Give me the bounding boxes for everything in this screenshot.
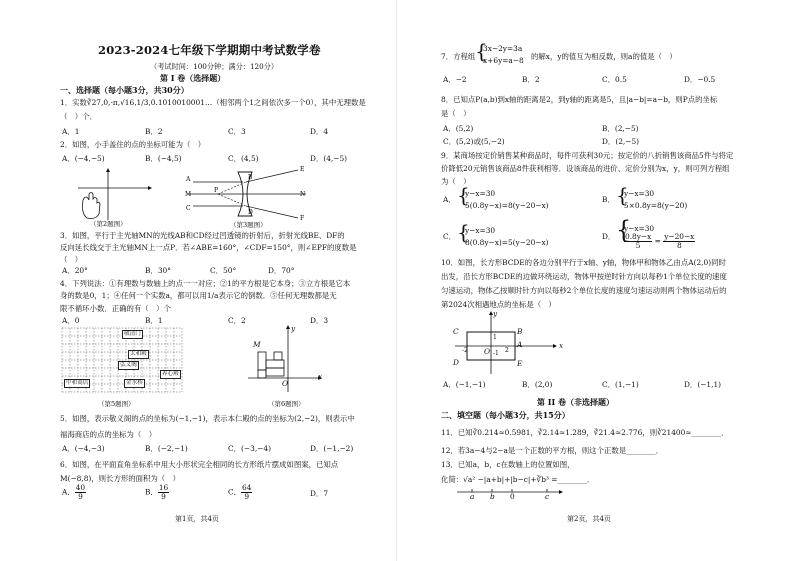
part2-title: 第 II 卷（非选择题）	[537, 397, 615, 407]
fig10-tick-1: 1	[493, 334, 497, 341]
q9-line1: 9．某商场按定价销售某种商品时，每件可获利30元；按定价的八折销售该商品5件与将定	[441, 151, 734, 160]
q4-line2: 身的数是0，1；④任何一个实数a，都可以用1/a表示它的倒数．⑤任何无理数都是无	[60, 291, 337, 300]
q3-option-c: C．50°	[210, 266, 237, 275]
section2-title: 二、填空题（每小题3分，共15分）	[441, 410, 570, 420]
fig10-label-a: A	[517, 340, 523, 349]
q8-option-b: B．(2,−5)	[602, 124, 639, 133]
q7-option-c: C．0.5	[602, 75, 627, 84]
q4-line1: 4．下列说法：①有理数与数轴上的点一一对应；②1的平方根是它本身；③立方根是它本	[60, 279, 351, 288]
q9-d-eq1: y−x=30	[624, 224, 655, 233]
q1-option-d: D．4	[310, 127, 329, 136]
figure-2-caption: （第2题图）	[90, 220, 127, 228]
q7-prefix: 7．方程组	[441, 52, 476, 61]
fig6-label-y: y	[291, 324, 296, 333]
q10-line4: 第2024次相遇地点的坐标是（ ）	[441, 300, 556, 309]
fig6-label-o: O	[282, 379, 289, 388]
q7-option-d: D．−0.5	[684, 75, 716, 84]
q10-option-b: B．(2,0)	[522, 380, 553, 389]
q9-option-a: A．	[443, 195, 456, 204]
fig3-label-b: B	[248, 174, 253, 181]
q6-option-d: D．7	[310, 489, 329, 498]
q10-line2: 出发，沿长方形BCDE的边做环绕运动，物体甲按逆时针方向以每秒1个单位长度的速度	[441, 272, 727, 281]
q9-line2: 价降低20元销售该商品8件获利相等．设该商品的进价、定价分别为x，y，则可列方程组	[441, 164, 730, 173]
q2-stem: 2．如图，小手盖住的点的坐标可能为（ ）	[60, 140, 206, 149]
exam-title: 2023-2024七年级下学期期中考试数学卷	[98, 43, 321, 57]
q5-line1: 5．如图，表示敬义阁的点的坐标为(−1,−1)，表示本仁殿的点的坐标为(2,−2)，则表示中	[60, 414, 355, 423]
q7-eq1: 3x−2y=3a	[483, 44, 523, 53]
footer-page-1: 第1页，共4页	[175, 515, 219, 523]
q3-line2: 反向延长线交于主光轴MN上一点P．若∠ABE=160°，∠CDF=150°，则∠EPF的度数是	[60, 243, 357, 252]
q7-suffix: 的解x，y的值互为相反数，则a的值是（ ）	[531, 52, 677, 61]
fig6-label-x: x	[318, 372, 323, 381]
q5-option-d: D．(−1,−2)	[310, 444, 354, 453]
q6-option-a: A． $\frac{40}{9}$	[62, 483, 86, 501]
q10-option-a: A．(−1,−1)	[443, 380, 486, 389]
q3-option-b: B．30°	[145, 266, 171, 275]
q7-brace: {	[475, 39, 488, 63]
fig3-label-m: M	[185, 191, 192, 198]
q9-line3: 为（ ）	[441, 177, 471, 186]
q13-line2: 化简：√a² −|a+b|+|b−c|+∛b³ =________．	[441, 475, 595, 484]
q2-option-a: A．(−4,−5)	[62, 154, 105, 163]
fig5-label-pavilion: 弘义阁	[120, 362, 137, 368]
q3-line3: （ ）	[60, 255, 83, 264]
q5-option-a: A．(−4,−3)	[62, 444, 105, 453]
q1-line2: （ ）个．	[60, 112, 97, 121]
q9-d-eq2: $\frac{0.8y-x}{5}$ = $\frac{y-20-x}{8}$	[625, 232, 695, 250]
fig10-tick-neg1: -1	[493, 350, 499, 357]
q7-eq2: x+6y=a−8	[483, 56, 524, 65]
q6-option-b: B． $\frac{16}{9}$	[145, 483, 169, 501]
q1-option-c: C．3	[228, 127, 246, 136]
q13-label-0: 0	[510, 492, 515, 501]
q9-c-eq2: 8(0.8y−x)=5(y−20−x)	[465, 238, 549, 247]
figure-6-caption: （第6题图）	[268, 400, 305, 408]
q7-option-a: A．−2	[443, 75, 467, 84]
q6-option-c: C． $\frac{64}{9}$	[228, 483, 252, 501]
fig10-label-c: C	[453, 327, 459, 336]
q1-line1: 1．实数∛27,0,-π,√16,1/3,0.1010010001…（相邻两个1之间依次多一个0），其中无理数是	[60, 98, 366, 107]
part1-title: 第 I 卷（选择题）	[160, 73, 226, 83]
q3-option-d: D．70°	[268, 266, 295, 275]
fig6-label-m: M	[253, 340, 261, 349]
q6-line2: M(−8,8)，则长方形的面积为（ ）	[60, 474, 180, 483]
q2-option-d: D．(4,−5)	[310, 154, 348, 163]
fig10-label-y: y	[493, 309, 498, 318]
fig5-label-palace: 养心殿	[162, 371, 179, 377]
q4-option-c: C．2	[228, 316, 246, 325]
figure-5-caption: （第5题图）	[98, 400, 135, 408]
q4-option-a: A．0	[62, 316, 80, 325]
fig5-label-store: 中和商店	[66, 380, 89, 386]
q9-a-eq1: y−x=30	[465, 189, 496, 198]
fig10-label-d: D	[453, 358, 459, 367]
q13-label-c: c	[545, 492, 550, 501]
footer-page-2: 第2页，共4页	[567, 515, 611, 523]
q8-line1: 8．已知点P(a,b)到x轴的距离是2，到y轴的距离是5，且|a−b|=a−b，则P点的坐标	[441, 95, 718, 104]
q8-option-d: D．(2,−5)	[602, 137, 640, 146]
q11: 11．已知∛0.214≈0.5981，∛2.14≈1.289，∛21.4≈2.776，则∛21400≈________．	[441, 428, 729, 437]
section1-title: 一、选择题（每小题3分，共30分）	[60, 85, 189, 95]
q10-line3: 匀速运动，物体乙按顺时针方向以每秒2个单位长度的速度匀速运动则两个物体运动后的	[441, 286, 727, 295]
fig3-label-e: E	[300, 166, 305, 173]
fig5-label-hall: 太和殿	[130, 351, 147, 357]
q7-option-b: B．2	[522, 75, 540, 84]
q5-line2: 福海商店的点的坐标为（ ）	[60, 430, 157, 439]
q9-c-brace: {	[457, 220, 470, 244]
fig3-label-d: D	[248, 209, 253, 216]
q8-option-a: A．(5,2)	[443, 124, 474, 133]
fig3-label-f: F	[300, 215, 305, 222]
fig10-tick-2: 2	[505, 347, 509, 354]
q2-option-c: C．(4,5)	[228, 154, 259, 163]
q1-option-a: A．1	[62, 127, 80, 136]
q2-option-b: B．(−4,5)	[145, 154, 182, 163]
fig3-label-n: N	[300, 191, 306, 198]
fig3-label-c: C	[186, 205, 191, 212]
q8-line2: 是（ ）	[441, 109, 471, 118]
q1-option-b: B．2	[145, 127, 163, 136]
q4-line3: 限不循环小数．正确的有（ ）个	[60, 304, 171, 313]
fig10-label-e: E	[517, 359, 523, 368]
q9-a-eq2: 5(0.8y−x)=8(y−20−x)	[465, 201, 549, 210]
q10-option-d: D．(−1,1)	[684, 380, 722, 389]
q5-option-b: B．(−2,−1)	[145, 444, 188, 453]
figure-10-rectangle	[455, 312, 565, 376]
q4-option-b: B．1	[145, 316, 163, 325]
q9-a-brace: {	[457, 183, 470, 207]
q12: 12．若3a−4与2−a是一个正数的平方根，则这个正数是________．	[441, 446, 664, 455]
fig10-label-o: O	[484, 347, 491, 356]
q10-option-c: C．(1,−1)	[602, 380, 639, 389]
q6-line1: 6．如图，在平面直角坐标系中用大小形状完全相同的长方形纸片摆成如图案，已知点	[60, 460, 339, 469]
q4-option-d: D．3	[310, 316, 329, 325]
q9-option-b: B．	[602, 195, 615, 204]
q3-option-a: A．20°	[62, 266, 88, 275]
figure-2-axes	[78, 170, 158, 225]
fig10-label-x: x	[559, 341, 564, 350]
q3-line1: 3．如图，平行于主光轴MN的光线AB和CD经过凹透镜的折射后，折射光线BE、DF的	[60, 231, 345, 240]
q13-label-b: b	[490, 492, 495, 501]
q13-label-a: a	[470, 492, 475, 501]
fig3-label-a: A	[186, 176, 191, 183]
fig10-label-b: B	[517, 327, 523, 336]
exam-info: （考试时间：100分钟；满分：120分）	[150, 62, 279, 71]
q5-option-c: C．(−3,−4)	[228, 444, 271, 453]
fig10-tick-neg2: -2	[462, 347, 468, 354]
q9-b-brace: {	[616, 183, 629, 207]
figure-3-lens	[185, 166, 308, 223]
q9-b-eq1: y−x=30	[624, 189, 655, 198]
q9-option-c: C．	[443, 232, 457, 241]
q9-b-eq2: 5×0.8y=8(y−20)	[624, 201, 688, 210]
hand-icon	[83, 193, 101, 219]
figure-3-caption: （第3题图）	[230, 221, 267, 229]
fig5-label-bridge: 金水桥	[126, 380, 143, 386]
q8-option-c: C．(5,2)或(5,−2)	[443, 137, 505, 146]
fig3-label-p: P	[214, 187, 219, 194]
q9-option-d: D．	[602, 232, 616, 241]
q9-c-eq1: y−x=30	[465, 226, 496, 235]
fig5-label-gate: 敬清门	[124, 331, 141, 337]
right-page	[397, 0, 794, 561]
q13-line1: 13．已知a，b，c在数轴上的位置如图，	[441, 460, 575, 469]
q9-d-brace: {	[616, 216, 632, 244]
q10-line1: 10．如图，长方形BCDE的各边分别平行于x轴、y轴，物体甲和物体乙由点A(2,0)同时	[441, 258, 726, 267]
